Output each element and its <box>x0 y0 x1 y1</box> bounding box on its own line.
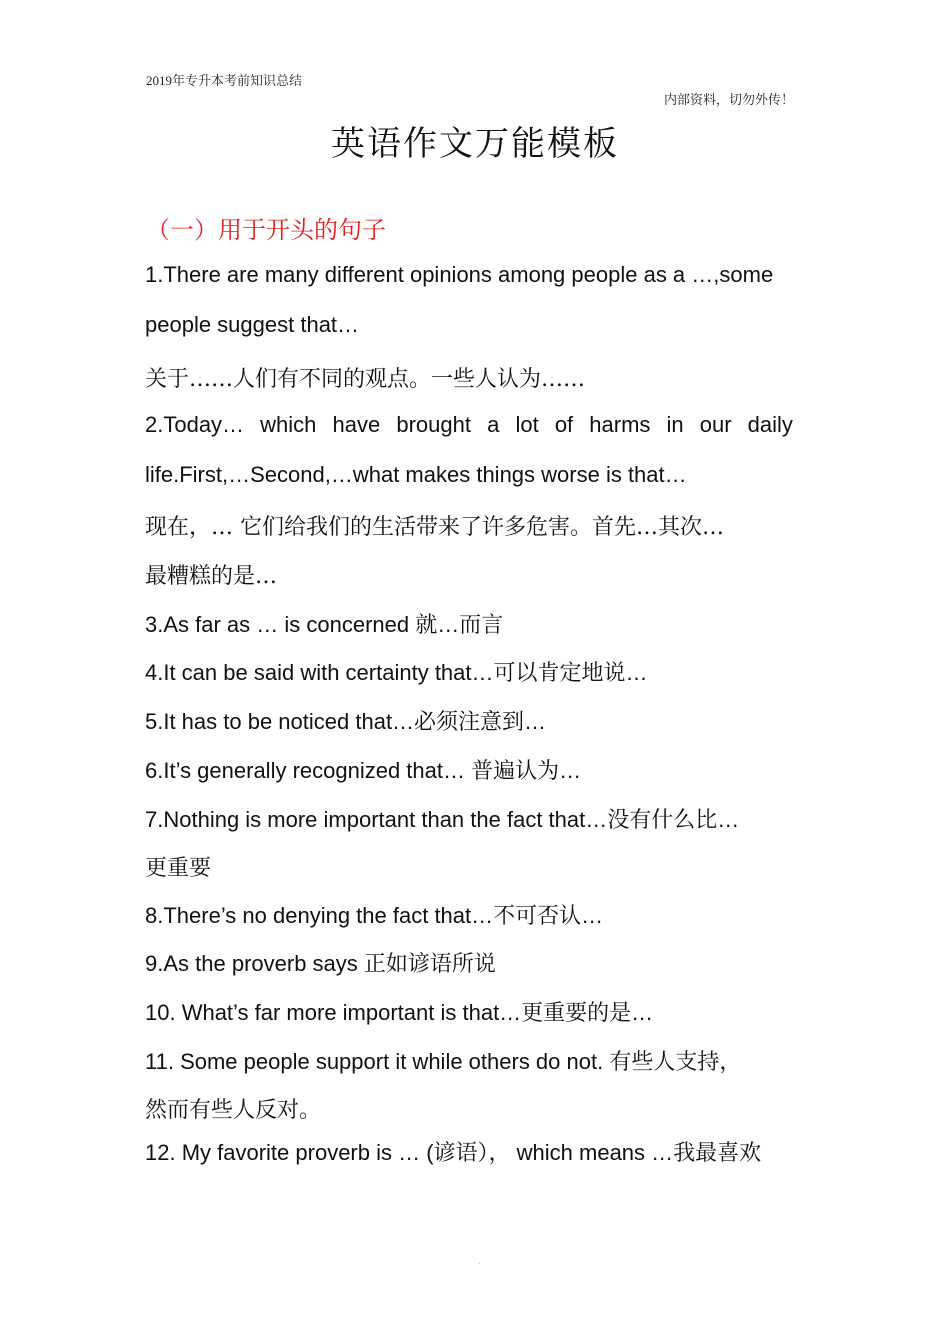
line-19: 12. My favorite proverb is … (谚语）， which means …我最喜欢 <box>145 1140 762 1165</box>
section-heading: （一）用于开头的句子 <box>146 216 386 244</box>
line-3: 关于……人们有不同的观点。一些人认为…… <box>145 367 586 392</box>
header-right-text: 内部资料，切勿外传！ <box>664 92 795 107</box>
word: our <box>699 412 732 437</box>
line-11: 6.It’s generally recognized that… 普遍认为… <box>145 758 582 783</box>
line-1: 1.There are many different opinions among people as a …,some <box>145 262 774 287</box>
word: of <box>554 412 574 437</box>
line-15: 9.As the proverb says 正如谚语所说 <box>145 951 496 976</box>
line-2: people suggest that… <box>145 312 360 337</box>
line-5: life.First,…Second,…what makes things worse is that… <box>145 462 687 487</box>
document-title: 英语作文万能模板 <box>331 124 619 164</box>
line-6: 现在，… 它们给我们的生活带来了许多危害。首先…其次… <box>145 515 724 540</box>
line-10: 5.It has to be noticed that…必须注意到… <box>145 709 547 734</box>
word: brought <box>396 412 471 437</box>
line-14: 8.There’s no denying the fact that…不可否认… <box>145 903 604 928</box>
footer-mark: . <box>478 1256 481 1267</box>
word: in <box>666 412 684 437</box>
line-8: 3.As far as … is concerned 就…而言 <box>145 612 504 637</box>
line-17: 11. Some people support it while others do not. 有些人支持， <box>145 1049 742 1074</box>
header-left-text: 2019年专升本考前知识总结 <box>146 73 303 88</box>
line-4 <box>145 412 793 438</box>
line-12: 7.Nothing is more important than the fact that…没有什么比… <box>145 807 740 832</box>
word: have <box>332 412 381 437</box>
word: daily <box>747 412 793 437</box>
line-9: 4.It can be said with certainty that…可以肯定地说… <box>145 660 648 685</box>
word: lot <box>515 412 539 437</box>
line-13: 更重要 <box>145 856 212 881</box>
line-18: 然而有些人反对。 <box>145 1098 322 1123</box>
word: which <box>260 412 317 437</box>
word: 2.Today… <box>145 412 245 437</box>
line-16: 10. What’s far more important is that…更重要的是… <box>145 1000 654 1025</box>
line-7: 最糟糕的是… <box>145 564 278 589</box>
word: a <box>487 412 500 437</box>
word: harms <box>589 412 651 437</box>
